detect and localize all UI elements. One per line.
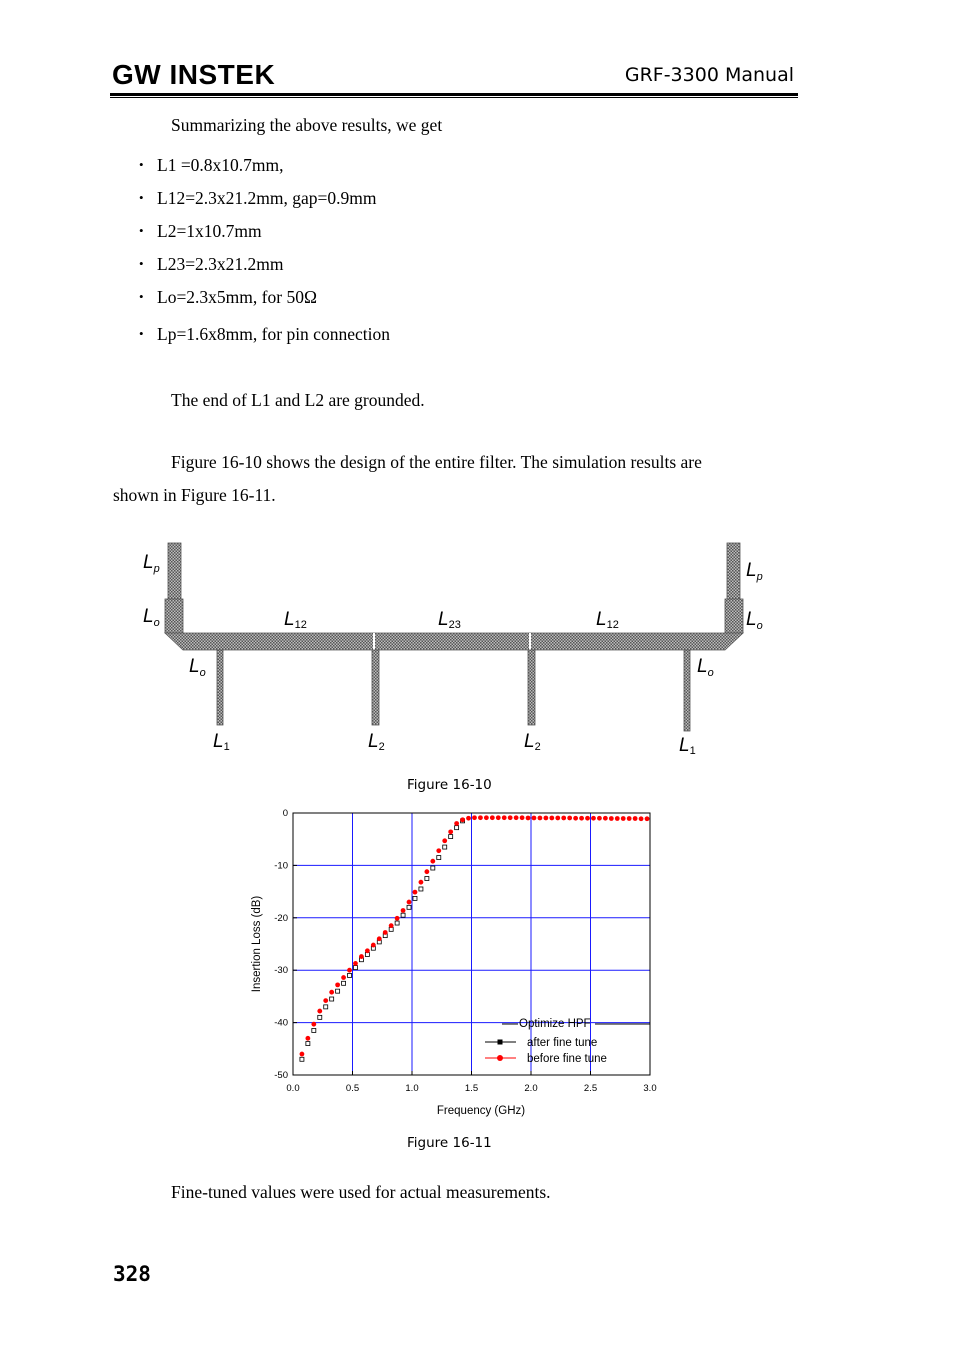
chart-grid: [293, 813, 650, 1075]
data-point-after: [330, 997, 334, 1001]
data-point-after: [419, 887, 423, 891]
label-lp-left: $L_p$: [143, 552, 160, 575]
label-lo-inner-right: $L_o$: [697, 656, 714, 679]
label-l2-left: L2: [368, 731, 385, 753]
data-point-before: [603, 816, 608, 821]
label-l12-right: L12: [596, 609, 619, 631]
data-point-before: [347, 968, 352, 973]
logo-text: GW INSTEK: [112, 59, 276, 88]
manual-title: GRF-3300 Manual: [624, 64, 794, 86]
x-tick-label: 0.0: [286, 1083, 300, 1094]
lo-left-strip: [165, 599, 183, 633]
data-point-before: [532, 816, 537, 821]
data-point-before: [466, 816, 471, 821]
data-point-before: [454, 821, 459, 826]
data-point-before: [424, 869, 429, 874]
legend-title: Optimize HPF: [519, 1018, 591, 1030]
data-point-before: [573, 816, 578, 821]
list-item: • Lp=1.6x8mm, for pin connection: [139, 323, 390, 345]
data-point-after: [443, 845, 447, 849]
data-point-before: [639, 816, 644, 821]
closing-paragraph: Fine-tuned values were used for actual measurements.: [171, 1182, 551, 1202]
data-point-before: [615, 816, 620, 821]
data-point-before: [585, 816, 590, 821]
data-point-before: [341, 975, 346, 980]
data-point-before: [472, 815, 477, 820]
data-point-before: [538, 816, 543, 821]
data-point-before: [389, 923, 394, 928]
data-point-before: [508, 815, 513, 820]
y-tick-label: -10: [274, 860, 288, 872]
data-point-before: [323, 998, 328, 1003]
label-l12-left: L12: [284, 609, 307, 631]
data-point-before: [567, 816, 572, 821]
figure-16-10-caption: Figure 16-10: [407, 777, 492, 793]
data-point-before: [543, 816, 548, 821]
l1-left-stub: [217, 650, 223, 725]
data-point-before: [401, 908, 406, 913]
label-lo-right: $L_o$: [746, 609, 763, 632]
intro-paragraph: Summarizing the above results, we get: [171, 115, 443, 135]
l1-right-stub: [684, 650, 690, 731]
legend-marker-before: [497, 1055, 503, 1061]
data-point-before: [490, 815, 495, 820]
list-item: • L23=2.3x21.2mm: [139, 253, 390, 275]
data-point-before: [317, 1009, 322, 1014]
data-point-before: [413, 890, 418, 895]
data-point-before: [365, 948, 370, 953]
data-point-before: [436, 848, 441, 853]
lp-right-strip: [727, 543, 740, 599]
gap-marker: [529, 633, 531, 650]
l2-right-stub: [528, 650, 535, 725]
data-point-before: [526, 816, 531, 821]
y-axis-label: Insertion Loss (dB): [251, 895, 263, 993]
data-point-before: [335, 982, 340, 987]
list-item: • L1 =0.8x10.7mm,: [139, 154, 390, 176]
data-point-after: [336, 989, 340, 993]
lo-right-strip: [725, 599, 743, 633]
data-point-before: [478, 815, 483, 820]
data-point-after: [318, 1015, 322, 1019]
data-point-after: [342, 981, 346, 985]
y-tick-label: -30: [274, 965, 288, 977]
data-point-after: [401, 913, 405, 917]
legend-entry-after: after fine tune: [527, 1037, 598, 1049]
data-point-before: [555, 816, 560, 821]
legend-marker-after: [498, 1040, 503, 1045]
data-point-after: [407, 905, 411, 909]
data-point-before: [633, 816, 638, 821]
data-point-before: [561, 816, 566, 821]
data-point-before: [627, 816, 632, 821]
data-point-before: [442, 838, 447, 843]
data-point-after: [300, 1057, 304, 1061]
data-point-before: [514, 815, 519, 820]
data-point-after: [324, 1005, 328, 1009]
figure-16-11-caption: Figure 16-11: [407, 1135, 492, 1151]
data-point-before: [496, 815, 501, 820]
chart-legend: [485, 1018, 650, 1065]
insertion-loss-chart: [240, 800, 680, 1125]
data-point-after: [431, 866, 435, 870]
list-item: • L2=1x10.7mm: [139, 220, 390, 242]
data-point-before: [359, 954, 364, 959]
legend-entry-before: before fine tune: [527, 1053, 607, 1065]
data-point-before: [430, 859, 435, 864]
data-point-before: [311, 1022, 316, 1027]
data-point-after: [413, 896, 417, 900]
data-point-before: [353, 961, 358, 966]
y-tick-label: -50: [274, 1070, 288, 1081]
x-tick-label: 2.5: [583, 1083, 598, 1094]
x-tick-label: 0.5: [345, 1083, 360, 1094]
data-point-after: [348, 973, 352, 977]
data-point-before: [645, 816, 650, 821]
label-lo-inner-left: $L_o$: [189, 656, 206, 679]
data-point-before: [383, 930, 388, 935]
data-point-before: [597, 816, 602, 821]
label-l2-right: L2: [524, 731, 541, 753]
data-point-before: [300, 1052, 305, 1057]
l2-left-stub: [372, 650, 379, 725]
x-axis-label: Frequency (GHz): [436, 1105, 526, 1117]
figure-reference-line2: shown in Figure 16-11.: [113, 485, 276, 505]
main-transmission-line: [165, 633, 743, 650]
axis-ticks: [274, 808, 656, 1094]
data-point-before: [460, 817, 465, 822]
data-point-after: [353, 966, 357, 970]
data-point-before: [305, 1036, 310, 1041]
label-l23: L23: [438, 609, 461, 631]
grounded-paragraph: The end of L1 and L2 are grounded.: [171, 390, 425, 410]
figure-reference-line1: Figure 16-10 shows the design of the entire filter. The simulation results are: [171, 452, 702, 472]
list-item: • L12=2.3x21.2mm, gap=0.9mm: [139, 187, 390, 209]
y-tick-label: -40: [274, 1017, 288, 1029]
data-point-before: [407, 900, 412, 905]
label-l1-right: L1: [679, 735, 696, 757]
data-point-before: [395, 916, 400, 921]
data-point-before: [371, 943, 376, 948]
x-tick-label: 3.0: [643, 1083, 657, 1094]
label-lp-right: $L_p$: [746, 560, 763, 583]
data-point-before: [419, 880, 424, 885]
y-tick-label: -20: [274, 912, 288, 924]
data-point-before: [549, 816, 554, 821]
data-point-after: [449, 835, 453, 839]
data-point-before: [621, 816, 626, 821]
label-lo-left: $L_o$: [143, 606, 160, 629]
data-point-before: [579, 816, 584, 821]
data-point-before: [377, 936, 382, 941]
data-point-before: [329, 990, 334, 995]
data-point-after: [306, 1042, 310, 1046]
data-point-before: [520, 815, 525, 820]
series-after-fine-tune: [300, 819, 465, 1061]
data-point-before: [502, 815, 507, 820]
page-number: 328: [113, 1262, 151, 1286]
x-tick-label: 1.5: [464, 1083, 479, 1094]
data-point-after: [312, 1028, 316, 1032]
gap-marker: [373, 633, 375, 650]
x-tick-label: 2.0: [524, 1083, 538, 1094]
list-item: • Lo=2.3x5mm, for 50Ω: [139, 286, 390, 308]
data-point-before: [484, 815, 489, 820]
y-tick-label: 0: [282, 808, 288, 819]
data-point-before: [448, 829, 453, 834]
data-point-after: [437, 856, 441, 860]
data-point-before: [591, 816, 596, 821]
data-point-before: [609, 816, 614, 821]
lp-left-strip: [168, 543, 181, 599]
x-tick-label: 1.0: [405, 1083, 419, 1094]
data-point-after: [425, 877, 429, 881]
data-point-after: [455, 826, 459, 830]
data-point-after: [395, 921, 399, 925]
label-l1-left: L1: [213, 731, 230, 753]
